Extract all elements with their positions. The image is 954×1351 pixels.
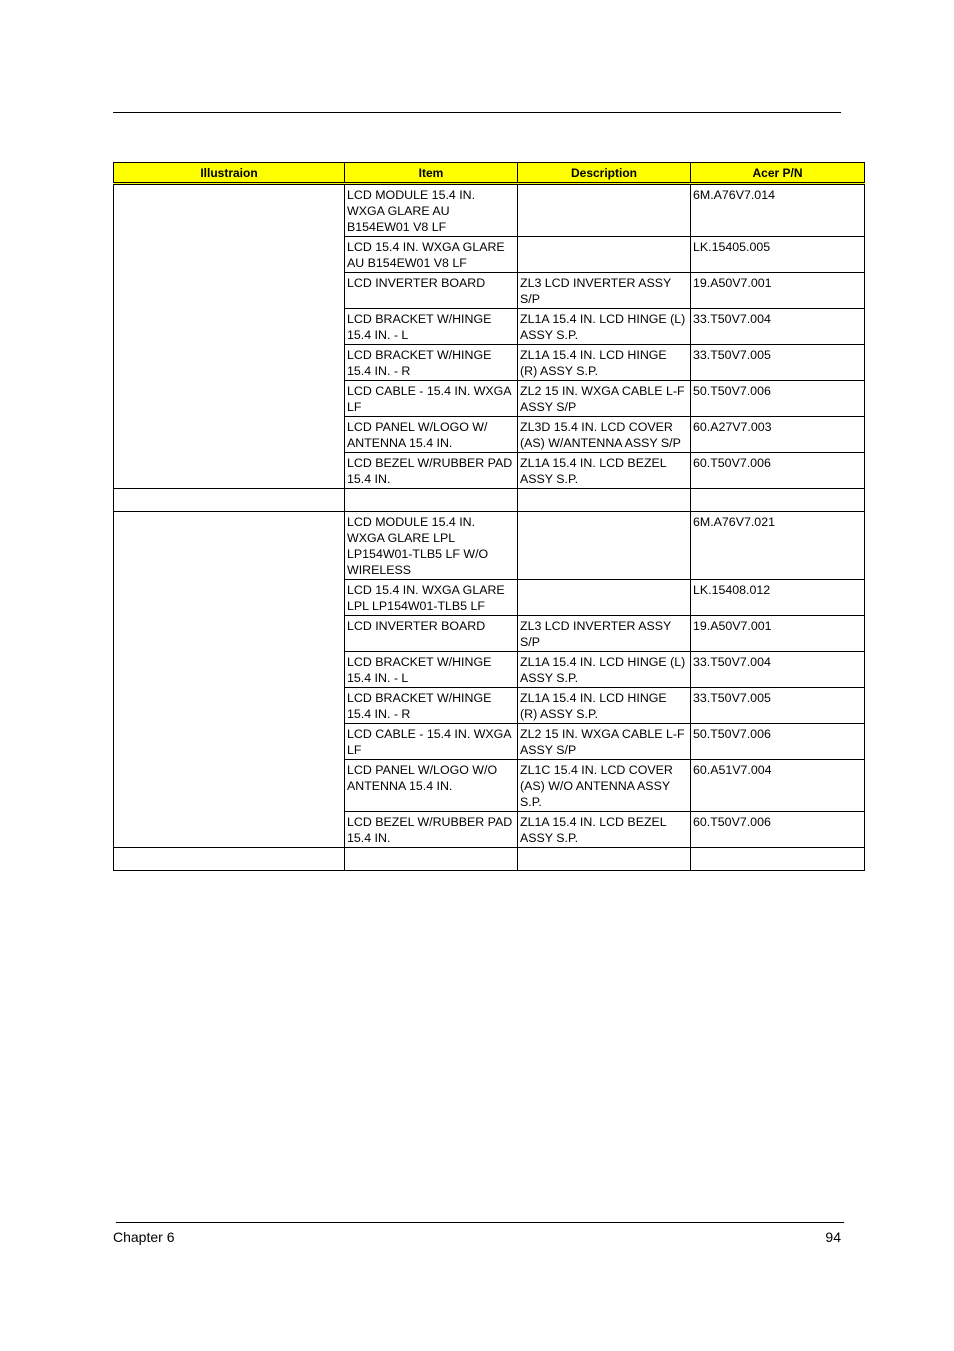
item-cell: LCD BRACKET W/HINGE 15.4 IN. - L [345,309,518,345]
item-cell: LCD 15.4 IN. WXGA GLARE LPL LP154W01-TLB5 LF [345,580,518,616]
item-cell: LCD BRACKET W/HINGE 15.4 IN. - R [345,688,518,724]
empty-cell [345,489,518,512]
part-number-cell: 19.A50V7.001 [691,273,865,309]
empty-cell [691,489,865,512]
part-number-cell: LK.15408.012 [691,580,865,616]
part-number-cell: 33.T50V7.004 [691,309,865,345]
item-cell: LCD CABLE - 15.4 IN. WXGA LF [345,724,518,760]
empty-cell [518,848,691,871]
description-cell: ZL1A 15.4 IN. LCD HINGE (R) ASSY S.P. [518,688,691,724]
header-illustration: Illustraion [114,163,345,184]
table-body [114,184,865,871]
part-number-cell: 19.A50V7.001 [691,616,865,652]
item-cell: LCD INVERTER BOARD [345,273,518,309]
header-item: Item [345,163,518,184]
item-cell: LCD BEZEL W/RUBBER PAD 15.4 IN. [345,453,518,489]
part-number-cell: 6M.A76V7.014 [691,184,865,237]
part-number-cell: 60.A27V7.003 [691,417,865,453]
part-number-cell: 60.T50V7.006 [691,453,865,489]
description-cell: ZL1A 15.4 IN. LCD HINGE (L) ASSY S.P. [518,652,691,688]
item-cell: LCD CABLE - 15.4 IN. WXGA LF [345,381,518,417]
part-number-cell: 6M.A76V7.021 [691,512,865,580]
description-cell: ZL3D 15.4 IN. LCD COVER (AS) W/ANTENNA ASSY S/P [518,417,691,453]
item-cell: LCD MODULE 15.4 IN. WXGA GLARE LPL LP154W01-TLB5 LF W/O WIRELESS [345,512,518,580]
description-cell [518,237,691,273]
illustration-cell [114,184,345,489]
footer-rule [116,1222,844,1223]
description-cell: ZL1A 15.4 IN. LCD BEZEL ASSY S.P. [518,453,691,489]
part-number-cell: 50.T50V7.006 [691,381,865,417]
part-number-cell: 60.A51V7.004 [691,760,865,812]
description-cell [518,184,691,237]
table-header-row [114,163,865,184]
part-number-cell: 33.T50V7.005 [691,345,865,381]
part-number-cell: 50.T50V7.006 [691,724,865,760]
empty-cell [114,489,345,512]
description-cell: ZL2 15 IN. WXGA CABLE L-F ASSY S/P [518,381,691,417]
item-cell: LCD MODULE 15.4 IN. WXGA GLARE AU B154EW01 V8 LF [345,184,518,237]
empty-cell [691,848,865,871]
spacer-row [114,489,865,512]
item-cell: LCD PANEL W/LOGO W/O ANTENNA 15.4 IN. [345,760,518,812]
table-row [114,184,865,237]
part-number-cell: LK.15405.005 [691,237,865,273]
table-row [114,512,865,580]
description-cell: ZL1A 15.4 IN. LCD HINGE (R) ASSY S.P. [518,345,691,381]
description-cell [518,512,691,580]
empty-cell [518,489,691,512]
description-cell: ZL1A 15.4 IN. LCD BEZEL ASSY S.P. [518,812,691,848]
description-cell: ZL3 LCD INVERTER ASSY S/P [518,616,691,652]
description-cell: ZL3 LCD INVERTER ASSY S/P [518,273,691,309]
part-number-cell: 60.T50V7.006 [691,812,865,848]
part-number-cell: 33.T50V7.005 [691,688,865,724]
spacer-row [114,848,865,871]
header-description: Description [518,163,691,184]
description-cell [518,580,691,616]
item-cell: LCD PANEL W/LOGO W/ ANTENNA 15.4 IN. [345,417,518,453]
description-cell: ZL2 15 IN. WXGA CABLE L-F ASSY S/P [518,724,691,760]
description-cell: ZL1C 15.4 IN. LCD COVER (AS) W/O ANTENNA ASSY S.P. [518,760,691,812]
empty-cell [114,848,345,871]
item-cell: LCD BEZEL W/RUBBER PAD 15.4 IN. [345,812,518,848]
parts-table [113,162,865,871]
item-cell: LCD BRACKET W/HINGE 15.4 IN. - L [345,652,518,688]
header-rule [113,112,841,113]
footer-chapter: Chapter 6 [113,1229,175,1245]
description-cell: ZL1A 15.4 IN. LCD HINGE (L) ASSY S.P. [518,309,691,345]
item-cell: LCD BRACKET W/HINGE 15.4 IN. - R [345,345,518,381]
footer-page-number: 94 [825,1229,841,1245]
header-acer-pn: Acer P/N [691,163,865,184]
empty-cell [345,848,518,871]
illustration-cell [114,512,345,848]
item-cell: LCD INVERTER BOARD [345,616,518,652]
item-cell: LCD 15.4 IN. WXGA GLARE AU B154EW01 V8 LF [345,237,518,273]
part-number-cell: 33.T50V7.004 [691,652,865,688]
